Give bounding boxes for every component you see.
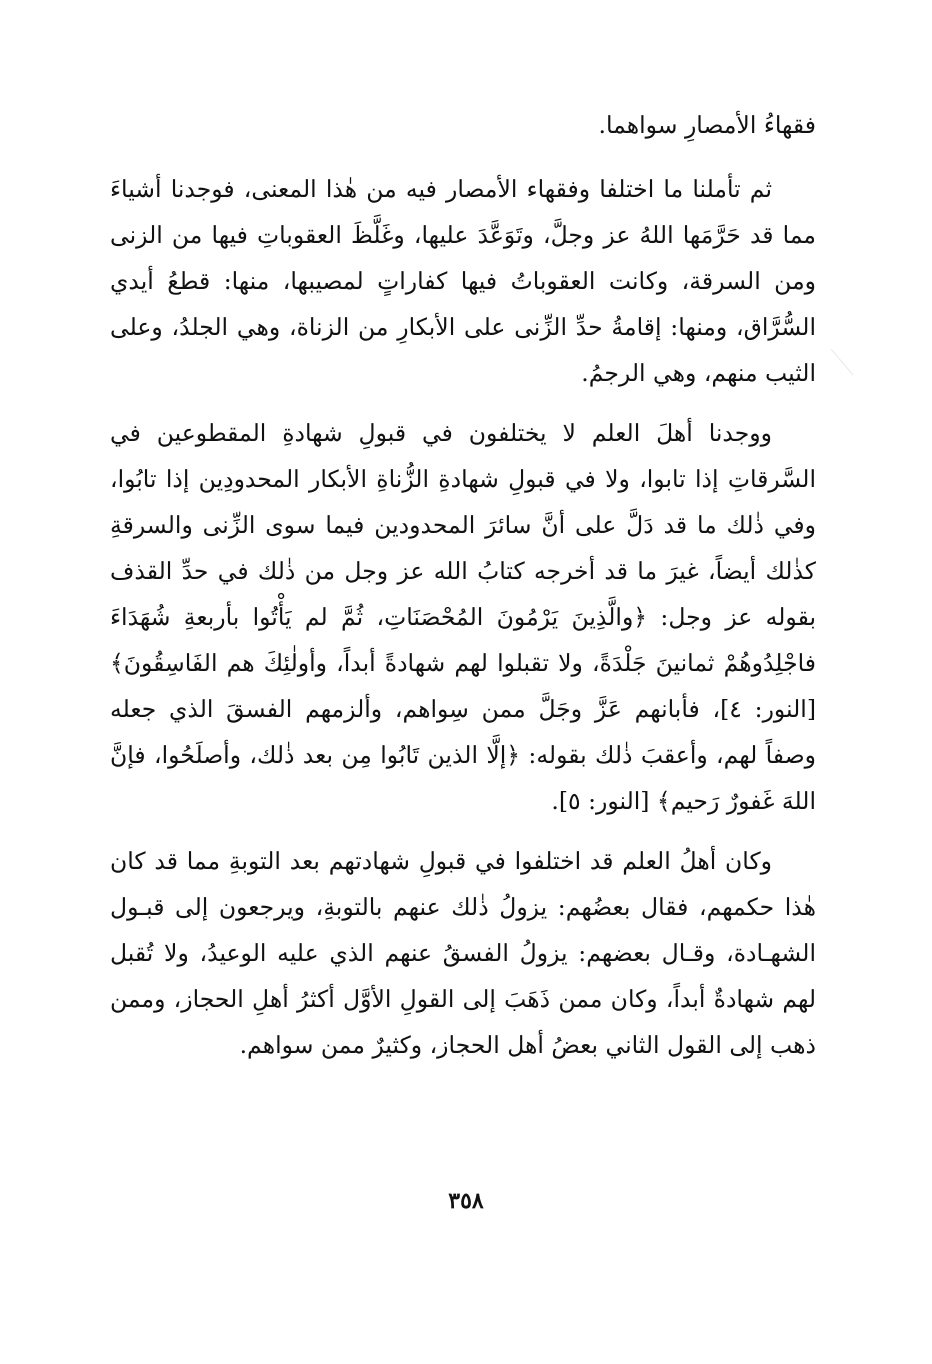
margin-pencil-mark	[831, 335, 870, 376]
paragraph-continuation: فقهاءُ الأمصارِ سواهما.	[598, 111, 816, 139]
page-number: ٣٥٨	[448, 1188, 484, 1214]
page-body	[110, 102, 816, 1222]
paragraph-2: ووجدنا أهلَ العلم لا يختلفون في قبولِ شهادةِ المقطوعين في السَّرقاتِ إذا تابوا، ولا في قبولِ شهادةِ الزُّناةِ الأبكار المحدودِين إذا تابُوا، وفي ذٰلك ما قد دَلَّ على أنَّ سائرَ المحدودين فيما سوى الزِّنى والسرقةِ كذٰلك أيضاً، غيرَ ما قد أخرجه كتابُ الله عز وجل من ذٰلك في حدِّ القذف بقوله عز وجل: ﴿والَّذِينَ يَرْمُونَ المُحْصَنَاتِ، ثُمَّ لم يَأْتُوا بأربعةِ شُهَدَاءَ فاجْلِدُوهُمْ ثمانينَ جَلْدَةً، ولا تقبلوا لهم شهادةً أبداً، وأولٰئِكَ هم الفَاسِقُونَ﴾ [النور: ٤]، فأبانهم عَزَّ وجَلَّ ممن سِواهم، وألزمهم الفسقَ الذي جعله وصفاً لهم، وأعقبَ ذٰلك بقوله: ﴿إلَّا الذين تَابُوا مِن بعد ذٰلك، وأصلَحُوا، فإنَّ اللهَ غَفورٌ رَحيم﴾ [النور: ٥].	[110, 419, 817, 815]
paragraph-3: وكان أهلُ العلم قد اختلفوا في قبولِ شهادتهم بعد التوبةِ مما قد كان هٰذا حكمهم، فقال بعضُهم: يزولُ ذٰلك عنهم بالتوبةِ، ويرجعون إلى قبـول الشهـادة، وقـال بعضهم: يزولُ الفسقُ عنهم الذي عليه الوعيدُ، ولا تُقبل لهم شهادةٌ أبداً، وكان ممن ذَهَبَ إلى القولِ الأوَّل أكثرُ أهلِ الحجاز، وممن ذهب إلى القول الثاني بعضُ أهل الحجاز، وكثيرٌ ممن سواهم.	[110, 847, 816, 1059]
paragraph-1: ثم تأملنا ما اختلفا وفقهاء الأمصار فيه من هٰذا المعنى، فوجدنا أشياءَ مما قد حَرَّمَها اللهُ عز وجلَّ، وتَوَعَّدَ عليها، وغَلَّظَ العقوباتِ فيها من الزنى ومن السرقة، وكانت العقوباتُ فيها كفاراتٍ لمصيبها، منها: قطعُ أيدي السُّرَّاق، ومنها: إقامةُ حدِّ الزِّنى على الأبكارِ من الزناة، وهي الجلدُ، وعلى الثيب منهم، وهي الرجمُ.	[110, 175, 816, 387]
